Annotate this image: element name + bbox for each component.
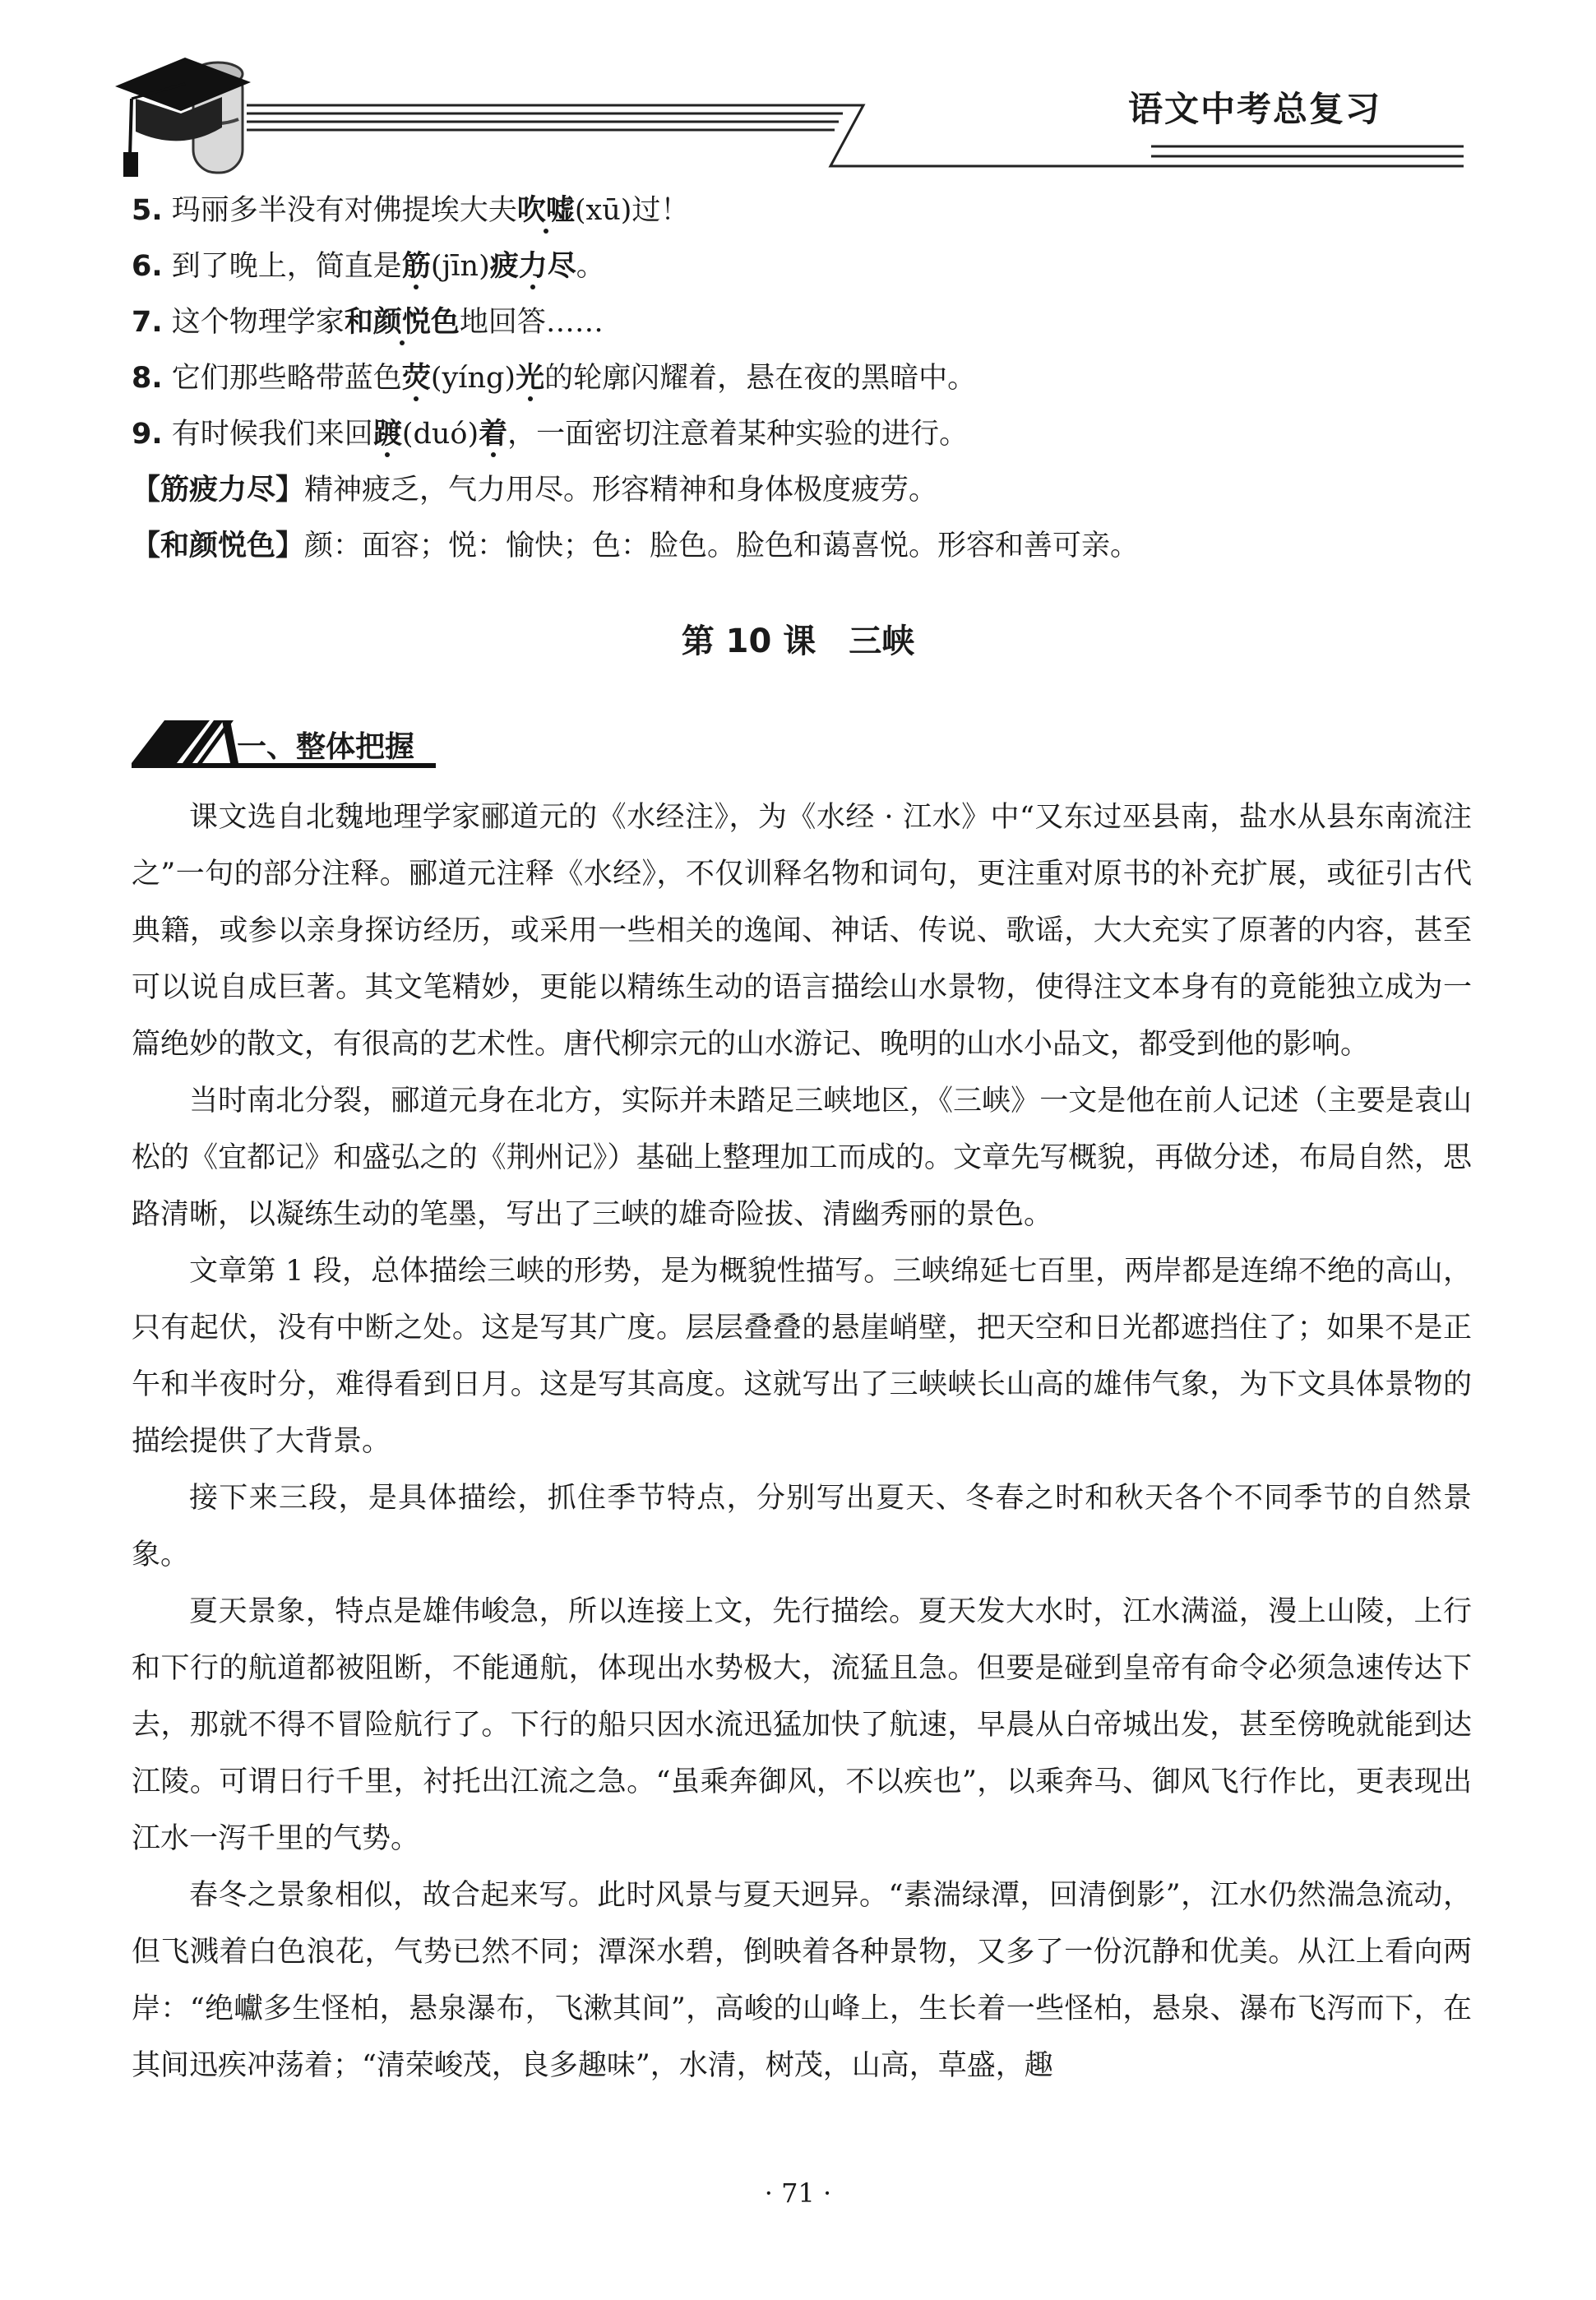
lesson-title: 第 10 课 三峡 (681, 622, 915, 660)
definition-term: 【和颜悦色】 (132, 530, 305, 562)
section-label: 一、整体把握 (237, 730, 415, 764)
page-number: · 71 · (764, 2177, 832, 2209)
definition-term: 【筋疲力尽】 (132, 474, 305, 507)
dotted-word: 和颜悦色 (344, 305, 460, 339)
definition-text: 精神疲乏，气力用尽。形容精神和身体极度疲劳。 (304, 474, 938, 507)
vocab-item: 6. 到了晚上，简直是筋(jīn)疲力尽。 (132, 249, 605, 283)
paragraph: 春冬之景象相似，故合起来写。此时风景与夏天迥异。“素湍绿潭，回清倒影”，江水仍然湍急流动，但飞溅着白色浪花，气势已然不同；潭深水碧，倒映着各种景物，又多了一份沉静和优美。从江上看向两岸：“绝巘多生怪柏，悬泉瀑布，飞漱其间”，高峻的山峰上，生长着一些怪柏，悬泉、瀑布飞泻而下，在其间迅疾冲荡着；“清荣峻茂，良多趣味”，水清，树茂，山高，草盛，趣 (132, 1879, 1472, 2082)
vocabulary-list (132, 183, 1472, 574)
vocab-item: 5. 玛丽多半没有对佛提埃大夫吹嘘(xū)过！ (132, 193, 690, 227)
paragraph: 接下来三段，是具体描绘，抓住季节特点，分别写出夏天、冬春之时和秋天各个不同季节的自然景象。 (132, 1482, 1472, 1571)
dotted-word: 疲力尽 (489, 249, 576, 283)
dotted-word: 着 (479, 417, 508, 451)
dotted-word: 踱 (372, 417, 402, 451)
dotted-word: 吹嘘 (516, 193, 575, 227)
dotted-word: 光 (516, 361, 545, 395)
body-text (132, 789, 1472, 2094)
definition-item (132, 462, 1472, 518)
section-heading (132, 714, 460, 771)
paragraph: 夏天景象，特点是雄伟峻急，所以连接上文，先行描绘。夏天发大水时，江水满溢，漫上山陵，上行和下行的航道都被阻断，不能通航，体现出水势极大，流猛且急。但要是碰到皇帝有命令必须急速传达下去，那就不得不冒险航行了。下行的船只因水流迅猛加快了航速，早晨从白帝城出发，甚至傍晚就能到达江陵。可谓日行千里，衬托出江流之急。“虽乘奔御风，不以疾也”，以乘奔马、御风飞行作比，更表现出江水一泻千里的气势。 (132, 1595, 1472, 1855)
definition-text: 颜：面容；悦：愉快；色：脸色。脸色和蔼喜悦。形容和善可亲。 (304, 530, 1140, 562)
page-header (107, 41, 1464, 181)
paragraph: 课文选自北魏地理学家郦道元的《水经注》，为《水经 · 江水》中“又东过巫县南，盐水从县东南流注之”一句的部分注释。郦道元注释《水经》，不仅训释名物和词句，更注重对原书的补充扩展，或征引古代典籍，或参以亲身探访经历，或采用一些相关的逸闻、神话、传说、歌谣，大大充实了原著的内容，甚至可以说自成巨著。其文笔精妙，更能以精练生动的语言描绘山水景物，使得注文本身有的竟能独立成为一篇绝妙的散文，有很高的艺术性。唐代柳宗元的山水游记、晚明的山水小品文，都受到他的影响。 (132, 801, 1472, 1061)
dotted-word: 筋 (401, 249, 431, 283)
vocab-item: 7. 这个物理学家和颜悦色地回答…… (132, 305, 604, 339)
dotted-word: 荧 (401, 361, 431, 395)
paragraph: 文章第 1 段，总体描绘三峡的形势，是为概貌性描写。三峡绵延七百里，两岸都是连绵不绝的高山，只有起伏，没有中断之处。这是写其广度。层层叠叠的悬崖峭壁，把天空和日光都遮挡住了；如果不是正午和半夜时分，难得看到日月。这是写其高度。这就写出了三峡峡长山高的雄伟气象，为下文具体景物的描绘提供了大背景。 (132, 1255, 1472, 1458)
definition-item (132, 518, 1472, 574)
paragraph: 当时南北分裂，郦道元身在北方，实际并未踏足三峡地区，《三峡》一文是他在前人记述（主要是袁山松的《宜都记》和盛弘之的《荆州记》）基础上整理加工而成的。文章先写概貌，再做分述，布局自然，思路清晰，以凝练生动的笔墨，写出了三峡的雄奇险拔、清幽秀丽的景色。 (132, 1085, 1472, 1231)
vocab-item: 8. 它们那些略带蓝色荧(yíng)光的轮廓闪耀着，悬在夜的黑暗中。 (132, 361, 977, 395)
vocab-item: 9. 有时候我们来回踱(duó)着，一面密切注意着某种实验的进行。 (132, 417, 969, 451)
book-title: 语文中考总复习 (1127, 89, 1381, 129)
